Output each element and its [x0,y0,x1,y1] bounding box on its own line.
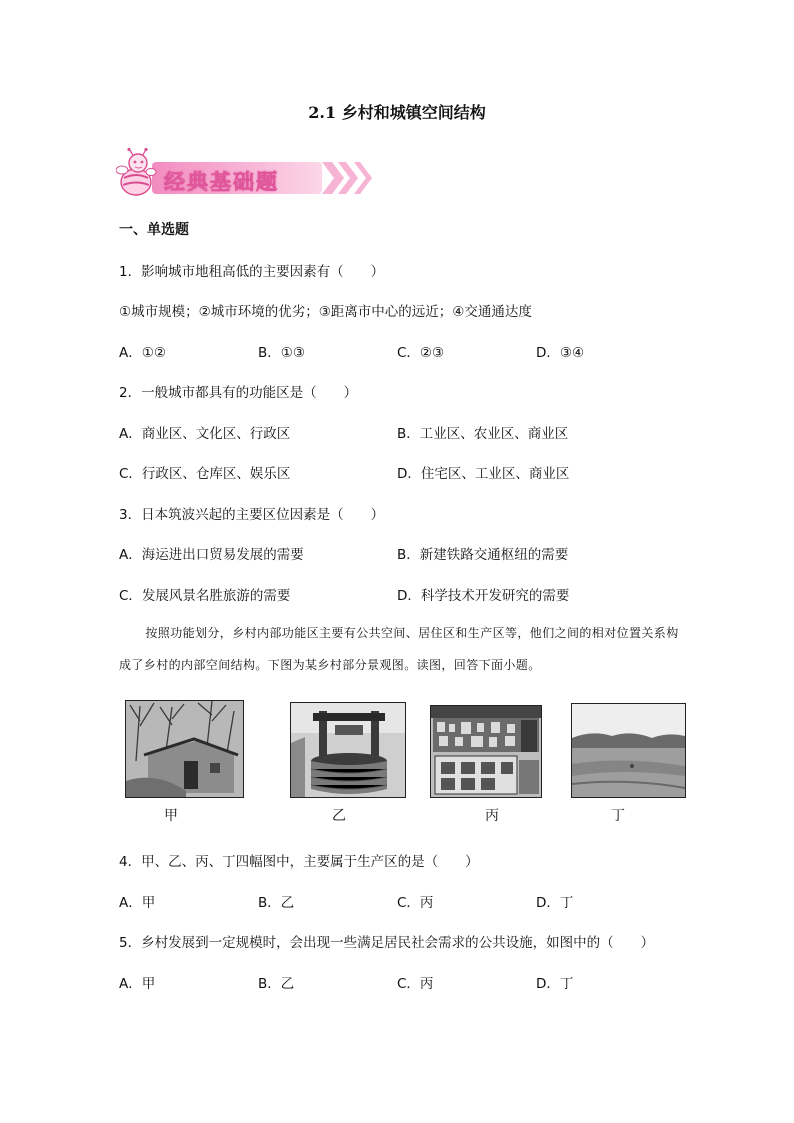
q1-option-b[interactable]: B．①③ [258,345,305,361]
section-heading: 一、单选题 [119,222,189,238]
q4-option-c[interactable]: C．丙 [397,895,434,911]
photo-caption-yi: 乙 [332,808,346,824]
photo-shop [430,705,542,798]
question-3-stem: 3．日本筑波兴起的主要区位因素是（ ） [119,507,385,523]
q3-option-c[interactable]: C．发展风景名胜旅游的需要 [119,588,291,604]
question-5-stem: 5．乡村发展到一定规模时，会出现一些满足居民社会需求的公共设施，如图中的（ ） [119,935,655,951]
photo-caption-jia: 甲 [164,808,178,824]
reading-passage: 按照功能划分，乡村内部功能区主要有公共空间、居住区和生产区等，他们之间的相对位置关系构成了乡村的内部空间结构。下图为某乡村部分景观图。读图，回答下面小题。 [119,626,679,672]
q2-option-d[interactable]: D．住宅区、工业区、商业区 [397,466,570,482]
q1-option-c[interactable]: C．②③ [397,345,445,361]
question-2-stem: 2．一般城市都具有的功能区是（ ） [119,385,358,401]
q4-option-d[interactable]: D．丁 [536,895,574,911]
photo-caption-ding: 丁 [611,808,625,824]
photo-dwelling [125,700,244,798]
q1-option-a[interactable]: A．①② [119,345,166,361]
q5-option-b[interactable]: B．乙 [258,976,295,992]
page-title: 2.1 乡村和城镇空间结构 [308,103,486,122]
q1-option-d[interactable]: D．③④ [536,345,585,361]
q5-option-d[interactable]: D．丁 [536,976,574,992]
q2-option-b[interactable]: B．工业区、农业区、商业区 [397,426,569,442]
question-1-statements: ①城市规模；②城市环境的优劣；③距离市中心的远近；④交通通达度 [119,304,532,320]
q2-option-c[interactable]: C．行政区、仓库区、娱乐区 [119,466,291,482]
q3-option-a[interactable]: A．海运进出口贸易发展的需要 [119,547,304,563]
q3-option-d[interactable]: D．科学技术开发研究的需要 [397,588,570,604]
photo-caption-bing: 丙 [485,808,499,824]
question-1-stem: 1．影响城市地租高低的主要因素有（ ） [119,264,385,280]
q2-option-a[interactable]: A．商业区、文化区、行政区 [119,426,291,442]
banner-label: 经典基础题 [164,170,279,194]
q3-option-b[interactable]: B．新建铁路交通枢纽的需要 [397,547,569,563]
q5-option-c[interactable]: C．丙 [397,976,434,992]
photo-well [290,702,406,798]
photo-field [571,703,686,798]
bee-mascot-icon [116,148,156,195]
q5-option-a[interactable]: A．甲 [119,976,156,992]
question-4-stem: 4．甲、乙、丙、丁四幅图中，主要属于生产区的是（ ） [119,854,479,870]
q4-option-a[interactable]: A．甲 [119,895,156,911]
q4-option-b[interactable]: B．乙 [258,895,295,911]
